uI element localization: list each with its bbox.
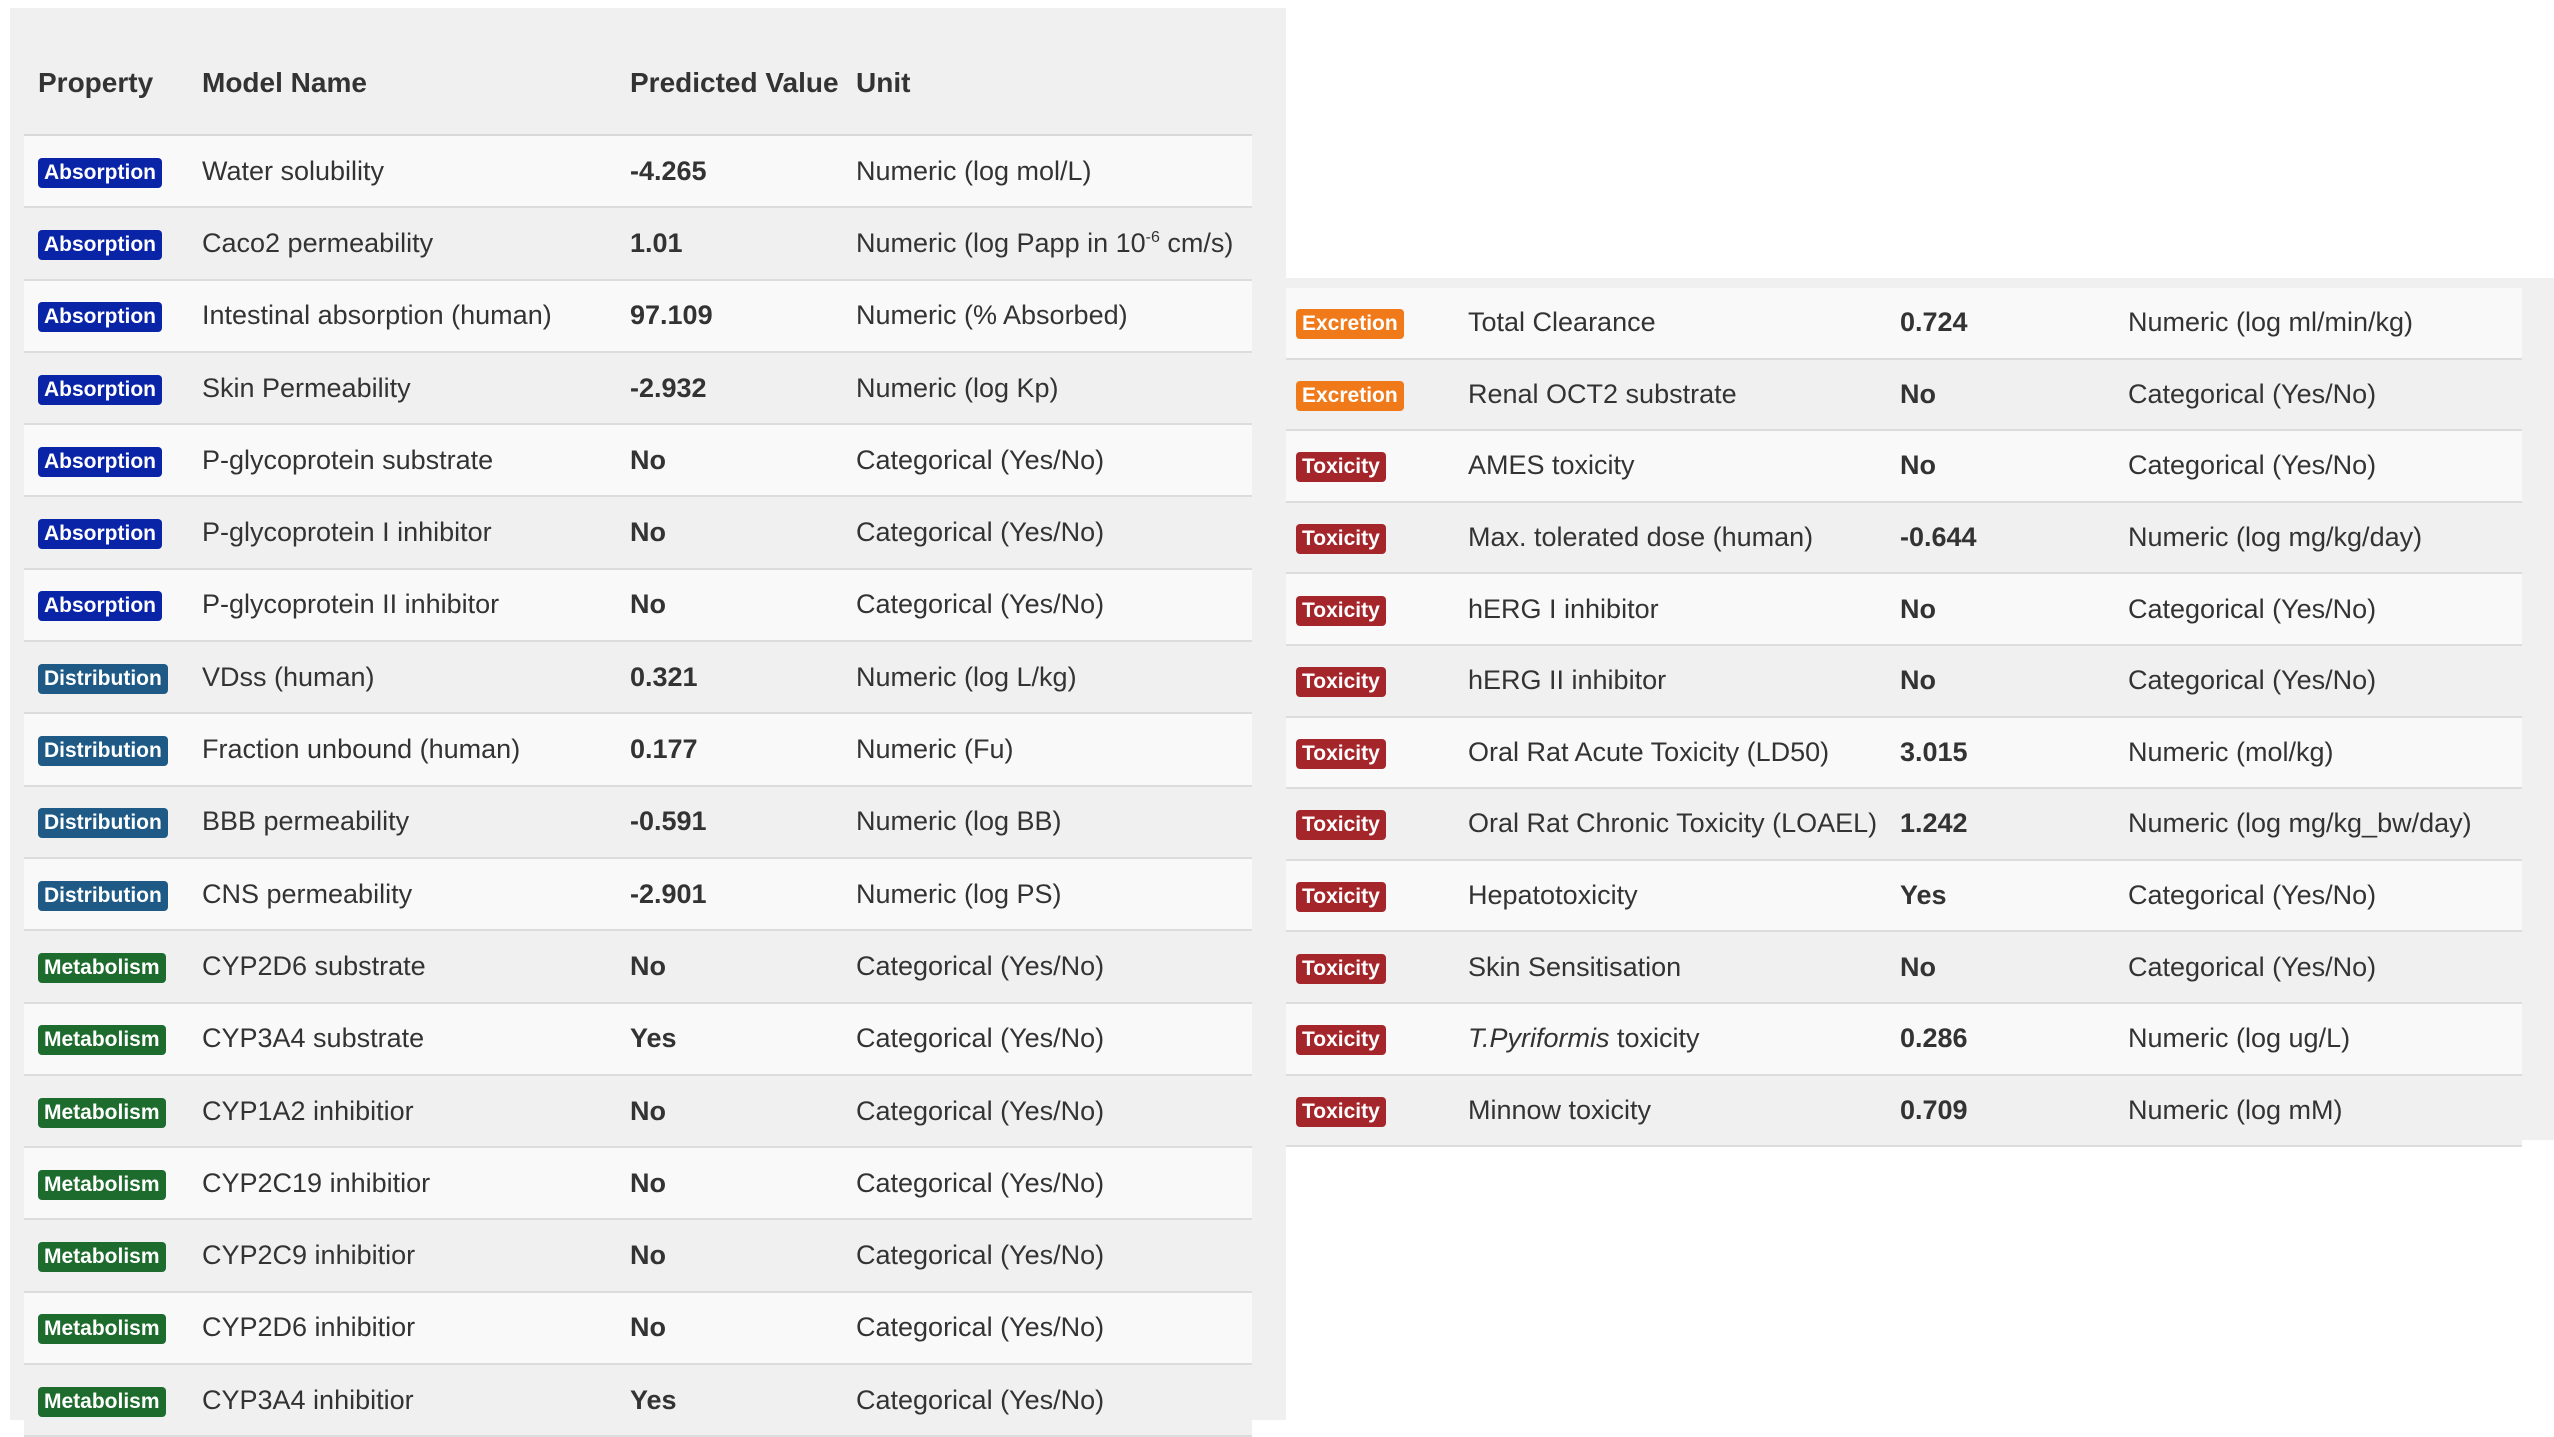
model-name-cell: CYP2C9 inhibitior — [202, 1240, 416, 1271]
predicted-value-cell: 97.109 — [630, 300, 713, 331]
table-row — [1286, 1004, 2522, 1076]
predicted-value-cell: Yes — [1900, 880, 1947, 911]
category-badge-distribution: Distribution — [38, 736, 168, 766]
table-row — [24, 136, 1252, 208]
predicted-value-cell: No — [630, 1240, 666, 1271]
model-name-cell: Water solubility — [202, 155, 385, 186]
model-name-cell: Minnow toxicity — [1468, 1094, 1652, 1125]
table-row — [1286, 431, 2522, 503]
category-badge-distribution: Distribution — [38, 664, 168, 694]
unit-cell: Categorical (Yes/No) — [2128, 665, 2377, 696]
table-row — [24, 353, 1252, 425]
predicted-value-cell: 1.01 — [630, 227, 683, 258]
unit-cell: Categorical (Yes/No) — [856, 1167, 1105, 1198]
category-badge-toxicity: Toxicity — [1296, 1097, 1386, 1127]
predicted-value-cell: -2.932 — [630, 372, 707, 403]
unit-cell: Categorical (Yes/No) — [856, 1095, 1105, 1126]
model-name-cell — [1460, 1023, 1892, 1054]
unit-cell: Numeric (% Absorbed) — [856, 300, 1128, 331]
model-name-cell: VDss (human) — [202, 661, 375, 692]
category-badge-toxicity: Toxicity — [1296, 596, 1386, 626]
unit-cell: Numeric (log BB) — [856, 806, 1062, 837]
predicted-value-cell: 0.724 — [1900, 307, 1968, 338]
predicted-value-cell: No — [630, 1095, 666, 1126]
model-name-cell: Skin Sensitisation — [1468, 951, 1682, 982]
admet-table-left — [10, 8, 1286, 1420]
model-name-cell: BBB permeability — [202, 806, 410, 837]
table-row — [1286, 932, 2522, 1004]
property-cell — [24, 516, 194, 549]
predicted-value-cell: No — [630, 589, 666, 620]
predicted-value-cell: -4.265 — [630, 155, 707, 186]
category-badge-metabolism: Metabolism — [38, 1170, 166, 1200]
property-cell — [24, 155, 194, 188]
category-badge-metabolism: Metabolism — [38, 1387, 166, 1417]
property-cell — [24, 950, 194, 983]
category-badge-absorption: Absorption — [38, 302, 162, 332]
unit-cell: Numeric (log PS) — [856, 878, 1062, 909]
model-name-suffix: toxicity — [1609, 1023, 1700, 1054]
property-cell — [1286, 664, 1460, 697]
unit-cell: Categorical (Yes/No) — [856, 1312, 1105, 1343]
category-badge-absorption: Absorption — [38, 375, 162, 405]
predicted-value-cell: No — [630, 1312, 666, 1343]
table-row — [1286, 718, 2522, 790]
category-badge-toxicity: Toxicity — [1296, 1025, 1386, 1055]
property-cell — [24, 733, 194, 766]
property-cell — [1286, 807, 1460, 840]
category-badge-distribution: Distribution — [38, 808, 168, 838]
table-row — [1286, 1076, 2522, 1148]
model-name-cell: CYP2C19 inhibitior — [202, 1167, 431, 1198]
unit-cell: Categorical (Yes/No) — [2128, 378, 2377, 409]
property-cell — [24, 444, 194, 477]
table-header — [24, 32, 1252, 136]
model-name-cell: P-glycoprotein substrate — [202, 444, 494, 475]
predicted-value-cell: No — [1900, 378, 1936, 409]
predicted-value-cell: 0.709 — [1900, 1094, 1968, 1125]
property-cell — [1286, 951, 1460, 984]
category-badge-absorption: Absorption — [38, 591, 162, 621]
property-cell — [24, 661, 194, 694]
property-cell — [1286, 879, 1460, 912]
property-cell — [24, 878, 194, 911]
predicted-value-cell: No — [1900, 951, 1936, 982]
table-row — [24, 208, 1252, 280]
category-badge-toxicity: Toxicity — [1296, 452, 1386, 482]
model-name-cell: Renal OCT2 substrate — [1468, 378, 1737, 409]
model-name-italic: T.Pyriformis — [1468, 1023, 1610, 1054]
model-name-cell: hERG II inhibitor — [1468, 665, 1667, 696]
category-badge-metabolism: Metabolism — [38, 1314, 166, 1344]
category-badge-metabolism: Metabolism — [38, 1242, 166, 1272]
table-row — [1286, 646, 2522, 718]
predicted-value-cell: No — [630, 1167, 666, 1198]
model-name-cell: Fraction unbound (human) — [202, 734, 521, 765]
predicted-value-cell: No — [1900, 665, 1936, 696]
unit-cell: Categorical (Yes/No) — [856, 517, 1105, 548]
property-cell — [1286, 1022, 1460, 1055]
predicted-value-cell: No — [630, 444, 666, 475]
header-property: Property — [38, 67, 154, 98]
predicted-value-cell: -0.644 — [1900, 522, 1977, 553]
model-name-cell: CYP2D6 substrate — [202, 950, 426, 981]
predicted-value-cell: 0.321 — [630, 661, 698, 692]
table-row — [24, 281, 1252, 353]
table-row — [1286, 503, 2522, 575]
property-cell — [24, 299, 194, 332]
property-cell — [24, 805, 194, 838]
table-row — [24, 1076, 1252, 1148]
model-name-cell: Oral Rat Chronic Toxicity (LOAEL) — [1468, 808, 1878, 839]
model-name-cell: CYP1A2 inhibitior — [202, 1095, 414, 1126]
table-row — [1286, 288, 2522, 360]
category-badge-absorption: Absorption — [38, 447, 162, 477]
predicted-value-cell: No — [630, 950, 666, 981]
admet-table-right — [1284, 278, 2554, 1140]
model-name-cell: Hepatotoxicity — [1468, 880, 1638, 911]
table-row — [24, 497, 1252, 569]
model-name-cell: Max. tolerated dose (human) — [1468, 522, 1814, 553]
unit-cell: Numeric (log L/kg) — [856, 661, 1077, 692]
model-name-cell: CYP3A4 substrate — [202, 1023, 425, 1054]
unit-cell: Categorical (Yes/No) — [2128, 450, 2377, 481]
table-row — [24, 931, 1252, 1003]
category-badge-absorption: Absorption — [38, 158, 162, 188]
predicted-value-cell: No — [1900, 593, 1936, 624]
predicted-value-cell: Yes — [630, 1384, 677, 1415]
category-badge-metabolism: Metabolism — [38, 1098, 166, 1128]
table-row — [1286, 861, 2522, 933]
table-row — [24, 570, 1252, 642]
model-name-cell: Intestinal absorption (human) — [202, 300, 552, 331]
table-row — [24, 1293, 1252, 1365]
property-cell — [1286, 593, 1460, 626]
table-row — [1286, 360, 2522, 432]
property-cell — [1286, 306, 1460, 339]
unit-cell: Categorical (Yes/No) — [856, 1240, 1105, 1271]
predicted-value-cell: -0.591 — [630, 806, 707, 837]
property-cell — [1286, 378, 1460, 411]
unit-suffix: cm/s) — [1159, 227, 1234, 258]
table-row — [24, 714, 1252, 786]
unit-cell: Categorical (Yes/No) — [2128, 951, 2377, 982]
unit-prefix: Numeric (log Papp in 10 — [856, 227, 1146, 258]
predicted-value-cell: No — [630, 517, 666, 548]
unit-cell: Numeric (log mg/kg_bw/day) — [2128, 808, 2472, 839]
predicted-value-cell: 3.015 — [1900, 736, 1968, 767]
unit-cell: Numeric (Fu) — [856, 734, 1014, 765]
unit-cell: Categorical (Yes/No) — [856, 589, 1105, 620]
property-cell — [1286, 1094, 1460, 1127]
table-row — [24, 787, 1252, 859]
unit-cell — [848, 228, 1252, 259]
category-badge-toxicity: Toxicity — [1296, 810, 1386, 840]
category-badge-absorption: Absorption — [38, 519, 162, 549]
category-badge-toxicity: Toxicity — [1296, 524, 1386, 554]
model-name-cell: P-glycoprotein II inhibitor — [202, 589, 500, 620]
predicted-value-cell: 0.286 — [1900, 1023, 1968, 1054]
unit-cell: Categorical (Yes/No) — [856, 950, 1105, 981]
table-row — [24, 1004, 1252, 1076]
property-cell — [24, 1239, 194, 1272]
category-badge-toxicity: Toxicity — [1296, 882, 1386, 912]
property-cell — [24, 1384, 194, 1417]
table-row — [1286, 789, 2522, 861]
model-name-cell: AMES toxicity — [1468, 450, 1635, 481]
table-row — [24, 1220, 1252, 1292]
unit-cell: Numeric (log ug/L) — [2128, 1023, 2351, 1054]
table-row — [24, 642, 1252, 714]
predicted-value-cell: 1.242 — [1900, 808, 1968, 839]
table-body-right — [1286, 288, 2522, 1147]
category-badge-absorption: Absorption — [38, 230, 162, 260]
unit-cell: Numeric (log ml/min/kg) — [2128, 307, 2414, 338]
model-name-cell: Total Clearance — [1468, 307, 1656, 338]
table-row — [24, 1148, 1252, 1220]
predicted-value-cell: Yes — [630, 1023, 677, 1054]
property-cell — [1286, 521, 1460, 554]
property-cell — [24, 372, 194, 405]
category-badge-excretion: Excretion — [1296, 381, 1404, 411]
model-name-cell: hERG I inhibitor — [1468, 593, 1659, 624]
property-cell — [24, 588, 194, 621]
table-body-left — [24, 136, 1252, 1437]
table-row — [24, 1365, 1252, 1437]
category-badge-toxicity: Toxicity — [1296, 739, 1386, 769]
property-cell — [24, 1311, 194, 1344]
unit-cell: Numeric (log mM) — [2128, 1094, 2343, 1125]
unit-cell: Categorical (Yes/No) — [856, 1023, 1105, 1054]
unit-exponent: -6 — [1145, 228, 1160, 246]
unit-cell: Numeric (log mg/kg/day) — [2128, 522, 2423, 553]
model-name-cell: CNS permeability — [202, 878, 413, 909]
table-row — [24, 425, 1252, 497]
category-badge-toxicity: Toxicity — [1296, 667, 1386, 697]
table-row — [24, 859, 1252, 931]
unit-cell: Categorical (Yes/No) — [2128, 880, 2377, 911]
property-cell — [24, 1022, 194, 1055]
property-cell — [24, 1095, 194, 1128]
model-name-cell: Skin Permeability — [202, 372, 411, 403]
model-name-cell: Caco2 permeability — [202, 227, 434, 258]
unit-cell: Numeric (log mol/L) — [856, 155, 1092, 186]
category-badge-excretion: Excretion — [1296, 309, 1404, 339]
unit-cell: Categorical (Yes/No) — [856, 1384, 1105, 1415]
predicted-value-cell: -2.901 — [630, 878, 707, 909]
property-cell — [1286, 736, 1460, 769]
model-name-cell: CYP2D6 inhibitior — [202, 1312, 416, 1343]
property-cell — [24, 227, 194, 260]
category-badge-metabolism: Metabolism — [38, 1025, 166, 1055]
model-name-cell: P-glycoprotein I inhibitor — [202, 517, 492, 548]
model-name-cell: Oral Rat Acute Toxicity (LD50) — [1468, 736, 1830, 767]
predicted-value-cell: No — [1900, 450, 1936, 481]
unit-cell: Numeric (log Kp) — [856, 372, 1059, 403]
unit-cell: Numeric (mol/kg) — [2128, 736, 2334, 767]
header-model-name: Model Name — [202, 67, 367, 98]
table-row — [1286, 574, 2522, 646]
predicted-value-cell: 0.177 — [630, 734, 698, 765]
unit-cell: Categorical (Yes/No) — [856, 444, 1105, 475]
property-cell — [24, 1167, 194, 1200]
unit-cell: Categorical (Yes/No) — [2128, 593, 2377, 624]
category-badge-metabolism: Metabolism — [38, 953, 166, 983]
category-badge-distribution: Distribution — [38, 881, 168, 911]
model-name-cell: CYP3A4 inhibitior — [202, 1384, 414, 1415]
header-unit: Unit — [856, 67, 911, 98]
category-badge-toxicity: Toxicity — [1296, 954, 1386, 984]
header-predicted-value: Predicted Value — [630, 67, 839, 98]
property-cell — [1286, 449, 1460, 482]
